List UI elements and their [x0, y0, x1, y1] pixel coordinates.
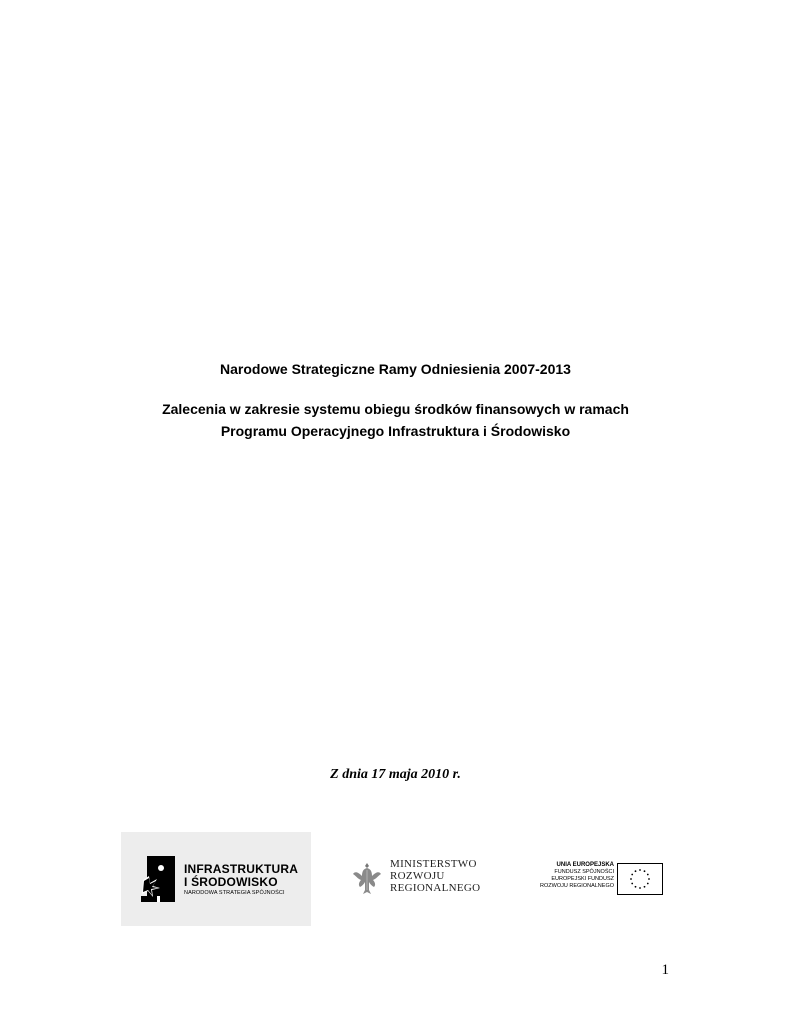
title-line-3: Programu Operacyjnego Infrastruktura i Środowisko — [220, 423, 571, 439]
polish-eagle-icon — [352, 860, 382, 896]
ministerstwo-logo-text — [390, 858, 480, 894]
infrastruktura-logo-icon — [141, 856, 179, 902]
document-date: Z dnia 17 maja 2010 r. — [330, 767, 461, 782]
infra-logo-line-3: NARODOWA STRATEGIA SPÓJNOŚCI — [184, 890, 285, 896]
document-subtitle — [0, 398, 791, 442]
page-number: 1 — [661, 962, 669, 978]
mrr-line-3: REGIONALNEGO — [390, 882, 481, 894]
unia-europejska-logo-text — [540, 862, 614, 890]
infrastruktura-logo-text — [184, 863, 298, 897]
infra-logo-line-2: I ŚRODOWISKO — [184, 875, 278, 889]
mrr-line-1: MINISTERSTWO — [390, 858, 477, 870]
title-line-1: Narodowe Strategiczne Ramy Odniesienia 2007-2013 — [220, 361, 571, 377]
title-line-2: Zalecenia w zakresie systemu obiegu środków finansowych w ramach — [162, 401, 629, 417]
ue-line-1: FUNDUSZ SPÓJNOŚCI — [554, 869, 614, 875]
unia-europejska-logo — [530, 858, 670, 902]
infra-logo-line-1: INFRASTRUKTURA — [184, 862, 299, 876]
ue-line-3: ROZWOJU REGIONALNEGO — [540, 883, 614, 889]
mrr-line-2: ROZWOJU — [390, 870, 445, 882]
ue-head: UNIA EUROPEJSKA — [556, 862, 614, 868]
ministerstwo-logo — [352, 858, 492, 902]
infrastruktura-logo — [121, 832, 311, 926]
eu-flag-icon — [617, 863, 663, 895]
ue-line-2: EUROPEJSKI FUNDUSZ — [551, 876, 614, 882]
document-title — [0, 358, 791, 380]
